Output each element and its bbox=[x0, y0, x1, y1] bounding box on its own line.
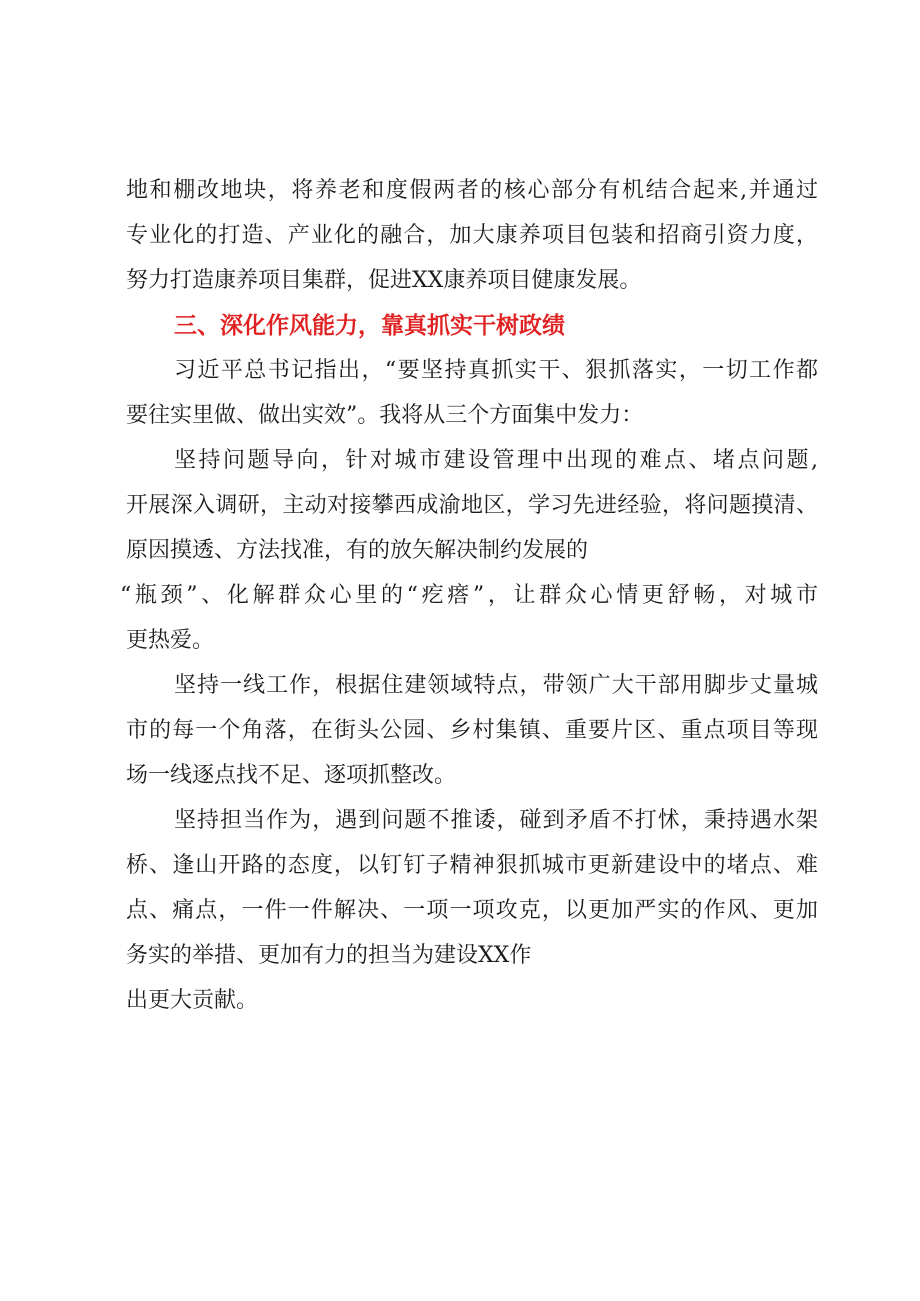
text-line-13: 市的每一个角落，在街头公园、乡村集镇、重要片区、重点项目等现 bbox=[126, 718, 818, 743]
section-heading: 三、深化作风能力，靠真抓实干树政绩 bbox=[174, 313, 565, 339]
text-line-15: 坚持担当作为，遇到问题不推诿，碰到矛盾不打怵，秉持遇水架 bbox=[174, 808, 818, 833]
text-line-10: “瓶颈”、化解群众心里的“疙瘩”，让群众心情更舒畅，对城市 bbox=[120, 583, 818, 608]
text-line-18: 务实的举措、更加有力的担当为建设XX作 bbox=[126, 943, 532, 968]
text-line-12: 坚持一线工作，根据住建领域特点，带领广大干部用脚步丈量城 bbox=[174, 673, 818, 698]
text-line-14: 场一线逐点找不足、逐项抓整改。 bbox=[126, 763, 457, 788]
text-line-6: 要往实里做、做出实效”。我将从三个方面集中发力： bbox=[126, 403, 644, 428]
text-line-9: 原因摸透、方法找准，有的放矢解决制约发展的 bbox=[126, 538, 589, 563]
text-line-1: 地和棚改地块，将养老和度假两者的核心部分有机结合起来,并通过 bbox=[126, 178, 818, 203]
text-line-2: 专业化的打造、产业化的融合，加大康养项目包装和招商引资力度， bbox=[126, 223, 818, 248]
text-line-11: 更热爱。 bbox=[126, 628, 215, 653]
text-line-19: 出更大贡献。 bbox=[126, 988, 259, 1013]
text-line-17: 点、痛点，一件一件解决、一项一项攻克，以更加严实的作风、更加 bbox=[126, 898, 818, 923]
text-line-8: 开展深入调研，主动对接攀西成渝地区，学习先进经验，将问题摸清、 bbox=[126, 493, 818, 518]
text-line-5: 习近平总书记指出，“要坚持真抓实干、狠抓落实，一切工作都 bbox=[174, 358, 818, 383]
text-line-3: 努力打造康养项目集群，促进XX康养项目健康发展。 bbox=[126, 268, 642, 293]
text-line-16: 桥、逢山开路的态度，以钉钉子精神狠抓城市更新建设中的堵点、难 bbox=[126, 853, 818, 878]
text-line-7: 坚持问题导向，针对城市建设管理中出现的难点、堵点问题, bbox=[174, 448, 818, 473]
